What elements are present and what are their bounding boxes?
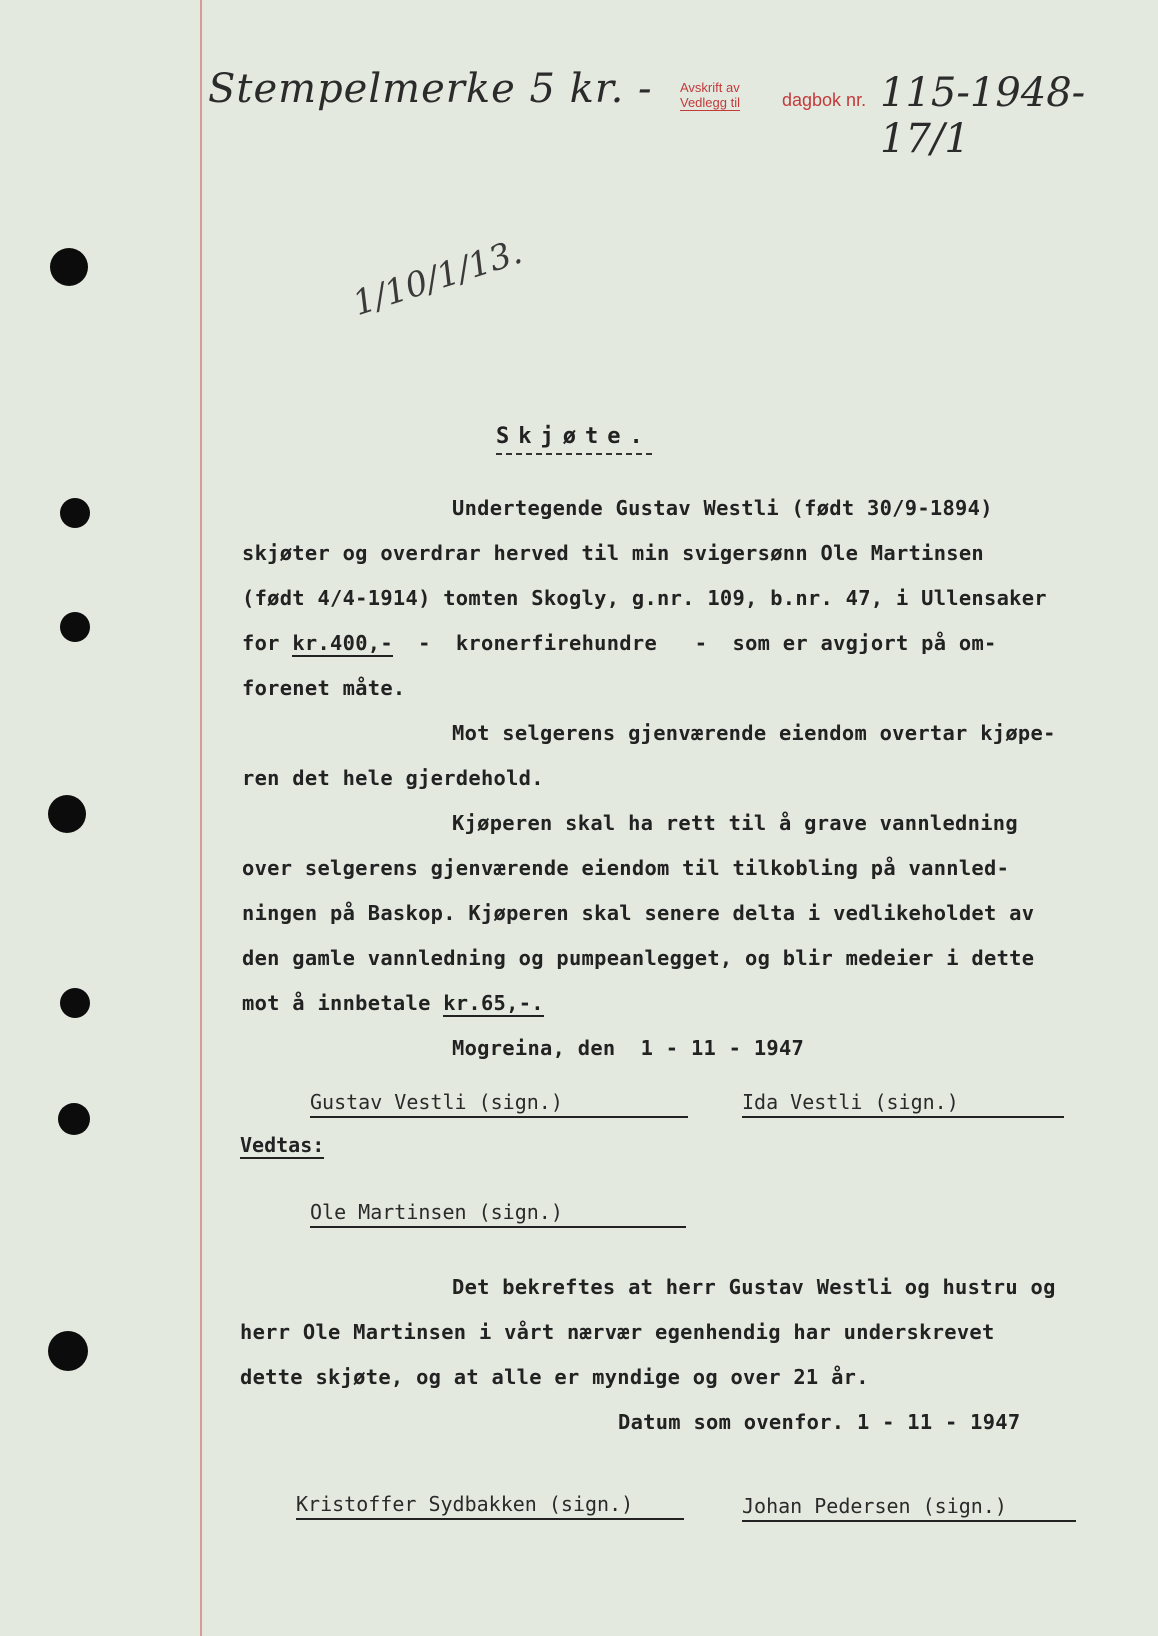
punch-hole <box>60 988 90 1018</box>
confirmation-line: Det bekreftes at herr Gustav Westli og hustru og <box>452 1275 1056 1299</box>
dagbok-number: 115-1948-17/1 <box>880 70 1086 162</box>
confirmation-line: herr Ole Martinsen i vårt nærvær egenhendig har underskrevet <box>240 1320 995 1344</box>
body-line: Mot selgerens gjenværende eiendom overtar kjøpe- <box>452 721 1056 745</box>
body-line: Undertegende Gustav Westli (født 30/9-1894) <box>452 496 993 520</box>
body-line: skjøter og overdrar herved til min svigersønn Ole Martinsen <box>242 541 984 565</box>
punch-hole <box>58 1103 90 1135</box>
signature-witness-1: Kristoffer Sydbakken (sign.) <box>296 1492 684 1520</box>
body-line: ren det hele gjerdehold. <box>242 766 544 790</box>
body-line: den gamle vannledning og pumpeanlegget, og blir medeier i dette <box>242 946 1035 970</box>
punch-hole <box>60 612 90 642</box>
confirmation-line: dette skjøte, og at alle er myndige og over 21 år. <box>240 1365 869 1389</box>
body-line: (født 4/4-1914) tomten Skogly, g.nr. 109, b.nr. 47, i Ullensaker <box>242 586 1047 610</box>
body-line: ningen på Baskop. Kjøperen skal senere delta i vedlikeholdet av <box>242 901 1035 925</box>
body-line: forenet måte. <box>242 676 406 700</box>
dagbok-label: dagbok nr. <box>782 90 867 110</box>
confirmation-date: Datum som ovenfor. 1 - 11 - 1947 <box>618 1410 1021 1434</box>
document-title: Skjøte. <box>496 424 652 455</box>
place-date: Mogreina, den 1 - 11 - 1947 <box>452 1036 805 1060</box>
stamp-line-2: Vedlegg til <box>680 95 740 110</box>
handwritten-stamp-note: Stempelmerke 5 kr. - <box>208 66 653 112</box>
amount-2: kr.65,-. <box>443 991 544 1015</box>
body-line-prefix: mot å innbetale <box>242 991 444 1015</box>
margin-line <box>200 0 202 1636</box>
body-line-amount <box>242 631 997 655</box>
signature-witness-2: Johan Pedersen (sign.) <box>742 1494 1076 1522</box>
stamp-form-label <box>680 80 740 111</box>
body-line: Kjøperen skal ha rett til å grave vannledning <box>452 811 1018 835</box>
signature-buyer: Ole Martinsen (sign.) <box>310 1200 686 1228</box>
amount-1: kr.400,- <box>292 631 393 655</box>
stamp-line-1: Avskrift av <box>680 80 740 95</box>
punch-hole <box>48 1331 88 1371</box>
punch-hole <box>48 795 86 833</box>
punch-hole <box>60 498 90 528</box>
punch-hole <box>50 248 88 286</box>
vedtas-label: Vedtas: <box>240 1133 325 1157</box>
body-line-prefix: for <box>242 631 293 655</box>
body-line: over selgerens gjenværende eiendom til tilkobling på vannled- <box>242 856 1010 880</box>
signature-spouse: Ida Vestli (sign.) <box>742 1090 1064 1118</box>
amount-1-rest: - kronerfirehundre - som er avgjort på om- <box>392 631 997 655</box>
margin-note: 1/10/1/13. <box>348 231 527 325</box>
body-line-amount <box>242 991 544 1015</box>
signature-seller: Gustav Vestli (sign.) <box>310 1090 688 1118</box>
